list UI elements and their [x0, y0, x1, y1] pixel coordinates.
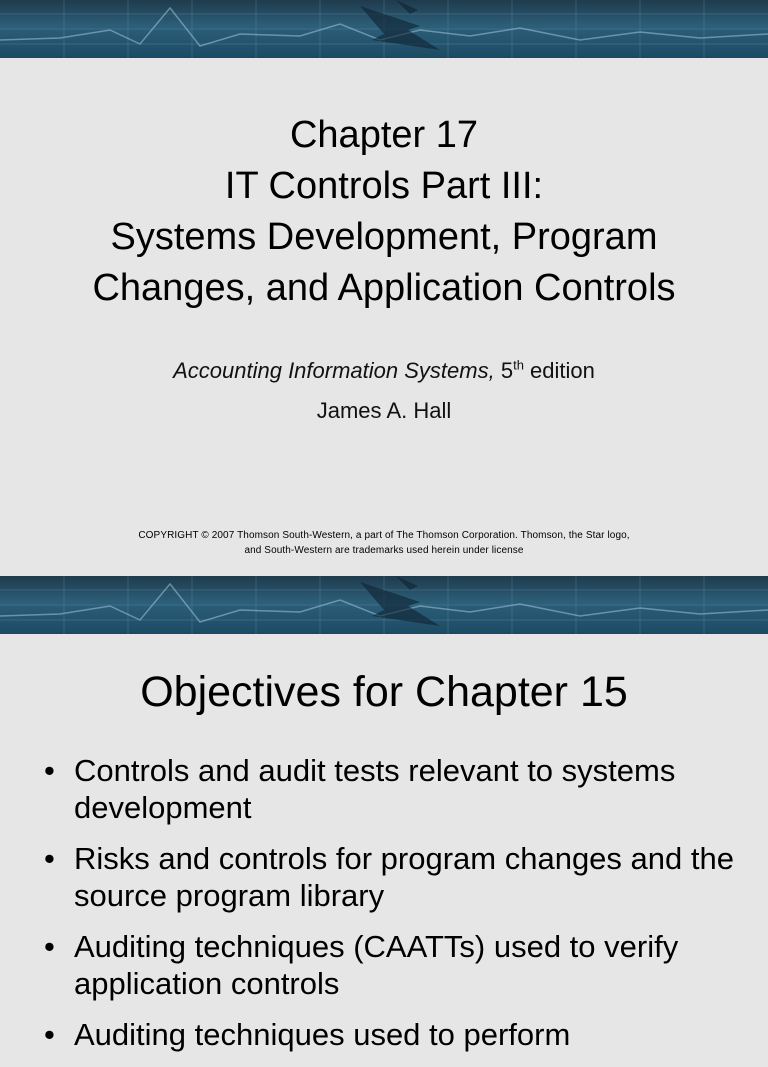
list-item-text: Risks and controls for program changes and the source program library	[74, 841, 734, 913]
book-subtitle	[0, 358, 768, 384]
objectives-list	[42, 752, 742, 1067]
edition-word: edition	[530, 358, 595, 383]
banner-graphic	[0, 576, 768, 634]
edition-suffix: th	[513, 357, 524, 373]
list-item	[42, 840, 742, 914]
edition-number: 5	[500, 358, 514, 383]
title-line: Chapter 17	[289, 114, 478, 156]
bullet-icon: •	[44, 1017, 55, 1052]
objectives-title: Objectives for Chapter 15	[140, 668, 628, 716]
objectives-slide	[0, 634, 768, 1052]
banner-graphic	[0, 0, 768, 58]
list-item-text: Auditing techniques used to perform	[74, 1017, 571, 1052]
list-item	[42, 1016, 742, 1053]
list-item	[42, 752, 742, 826]
slide-banner	[0, 576, 768, 634]
author-name: James A. Hall	[316, 398, 452, 423]
copyright-line: COPYRIGHT © 2007 Thomson South-Western, a part of The Thomson Corporation. Thomson, the Star logo,	[138, 530, 630, 541]
chapter-title	[0, 110, 768, 314]
bullet-icon: •	[44, 929, 55, 964]
title-line: Systems Development, Program	[110, 216, 658, 258]
copyright-notice	[0, 528, 768, 558]
copyright-line: and South-Western are trademarks used herein under license	[244, 545, 524, 556]
header-banner	[0, 0, 768, 58]
book-title: Accounting Information Systems,	[173, 358, 495, 383]
title-line: IT Controls Part III:	[224, 165, 544, 207]
bullet-icon: •	[44, 841, 55, 876]
title-slide	[0, 58, 768, 576]
list-item	[42, 928, 742, 1002]
list-item-text: Auditing techniques (CAATTs) used to verify application controls	[74, 929, 679, 1001]
list-item-text: Controls and audit tests relevant to systems development	[74, 753, 676, 825]
title-line: Changes, and Application Controls	[92, 267, 676, 309]
bullet-icon: •	[44, 753, 55, 788]
